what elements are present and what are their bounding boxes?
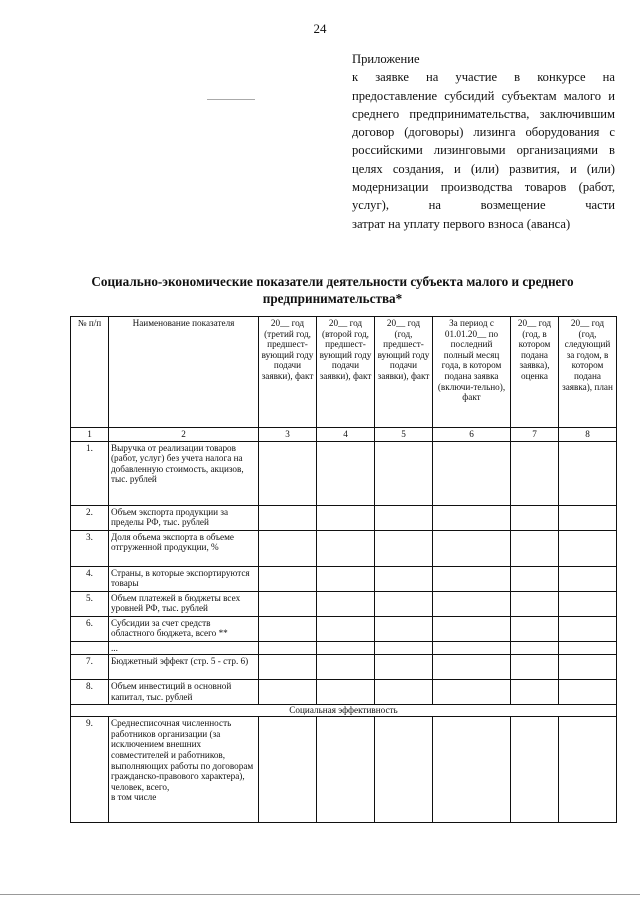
page-number: 24	[313, 21, 327, 36]
value-cell	[511, 717, 559, 823]
header-current-year: 20__ год (год, в котором подана заявка), оценка	[511, 317, 559, 428]
value-cell	[433, 717, 511, 823]
table-row	[71, 530, 617, 566]
table-row	[71, 641, 617, 655]
col-index: 1	[71, 428, 109, 442]
table-row	[71, 591, 617, 616]
value-cell	[511, 591, 559, 616]
value-cell	[259, 591, 317, 616]
value-cell	[511, 641, 559, 655]
header-name: Наименование показателя	[109, 317, 259, 428]
value-cell	[559, 717, 617, 823]
value-cell	[559, 441, 617, 505]
header-num: № п/п	[71, 317, 109, 428]
value-cell	[433, 530, 511, 566]
table-row	[71, 717, 617, 823]
header-row	[71, 317, 617, 428]
row-number: 4.	[71, 566, 109, 591]
value-cell	[317, 566, 375, 591]
col-index: 5	[375, 428, 433, 442]
col-index: 6	[433, 428, 511, 442]
value-cell	[375, 591, 433, 616]
section-label: Социальная эффективность	[71, 705, 617, 717]
col-index: 2	[109, 428, 259, 442]
header-next-year: 20__ год (год, следующий за годом, в котором подана заявка), план	[559, 317, 617, 428]
section-row	[71, 705, 617, 717]
value-cell	[433, 591, 511, 616]
value-cell	[259, 655, 317, 680]
row-number: 7.	[71, 655, 109, 680]
row-number: 3.	[71, 530, 109, 566]
value-cell	[259, 505, 317, 530]
value-cell	[317, 530, 375, 566]
row-indicator-name: Субсидии за счет средств областного бюджета, всего **	[109, 616, 259, 641]
value-cell	[511, 441, 559, 505]
table-row	[71, 566, 617, 591]
row-indicator-name: Объем экспорта продукции за пределы РФ, тыс. рублей	[109, 505, 259, 530]
value-cell	[433, 566, 511, 591]
col-index: 4	[317, 428, 375, 442]
row-number: 1.	[71, 441, 109, 505]
value-cell	[375, 566, 433, 591]
value-cell	[559, 530, 617, 566]
row-number: 6.	[71, 616, 109, 641]
value-cell	[511, 655, 559, 680]
value-cell	[259, 717, 317, 823]
value-cell	[317, 717, 375, 823]
value-cell	[375, 641, 433, 655]
col-index: 7	[511, 428, 559, 442]
annex-body: к заявке на участие в конкурсе на предоставление субсидий субъектам малого и среднего предпринимательства, заключившим договор (договоры) лизинга оборудования с российскими лизинговыми организациями в целях создания, и (или) развития, и (или) модернизации производства товаров (работ, услуг), на возмещение части	[352, 70, 615, 213]
value-cell	[317, 616, 375, 641]
header-period: За период с 01.01.20__ по последний полный месяц года, в котором подана заявка (включи-тельно), факт	[433, 317, 511, 428]
row-number: 2.	[71, 505, 109, 530]
annex-block	[352, 50, 615, 233]
value-cell	[317, 505, 375, 530]
value-cell	[375, 441, 433, 505]
row-indicator-name: Доля объема экспорта в объеме отгруженной продукции, %	[109, 530, 259, 566]
col-index: 8	[559, 428, 617, 442]
table-row	[71, 655, 617, 680]
value-cell	[259, 616, 317, 641]
scan-mark	[207, 99, 255, 100]
value-cell	[259, 530, 317, 566]
value-cell	[375, 680, 433, 705]
value-cell	[559, 641, 617, 655]
value-cell	[317, 680, 375, 705]
row-number: 5.	[71, 591, 109, 616]
value-cell	[375, 655, 433, 680]
value-cell	[317, 441, 375, 505]
value-cell	[259, 566, 317, 591]
header-year-2: 20__ год (второй год, предшест-вующий году подачи заявки), факт	[317, 317, 375, 428]
annex-last-line: затрат на уплату первого взноса (аванса)	[352, 216, 571, 231]
value-cell	[559, 680, 617, 705]
value-cell	[559, 505, 617, 530]
value-cell	[511, 616, 559, 641]
value-cell	[375, 505, 433, 530]
table-row	[71, 505, 617, 530]
header-year-1: 20__ год (год, предшест-вующий году подачи заявки), факт	[375, 317, 433, 428]
value-cell	[433, 680, 511, 705]
annex-title: Приложение	[352, 52, 420, 66]
row-indicator-name: Выручка от реализации товаров (работ, услуг) без учета налога на добавленную стоимость, акцизов, тыс. рублей	[109, 441, 259, 505]
value-cell	[511, 566, 559, 591]
value-cell	[511, 530, 559, 566]
value-cell	[559, 655, 617, 680]
value-cell	[259, 680, 317, 705]
row-indicator-name: ...	[109, 641, 259, 655]
value-cell	[375, 717, 433, 823]
col-index: 3	[259, 428, 317, 442]
row-number: 9.	[71, 717, 109, 823]
page-bottom-edge	[0, 894, 640, 895]
row-indicator-text: Среднесписочная численность работников организации (за исключением внешних совместителей и работников, выполняющих работы по договорам гражданско-правового характера), человек, всего,	[111, 718, 254, 792]
value-cell	[433, 505, 511, 530]
column-index-row	[71, 428, 617, 442]
value-cell	[433, 641, 511, 655]
value-cell	[259, 441, 317, 505]
table-row	[71, 616, 617, 641]
row-indicator-name	[109, 717, 259, 823]
row-indicator-name: Объем платежей в бюджеты всех уровней РФ, тыс. рублей	[109, 591, 259, 616]
header-year-3: 20__ год (третий год, предшест-вующий году подачи заявки), факт	[259, 317, 317, 428]
row-number	[71, 641, 109, 655]
row-indicator-name: Страны, в которые экспортируются товары	[109, 566, 259, 591]
indicators-table	[70, 316, 617, 823]
value-cell	[375, 530, 433, 566]
value-cell	[259, 641, 317, 655]
row-indicator-name: Объем инвестиций в основной капитал, тыс. рублей	[109, 680, 259, 705]
value-cell	[511, 505, 559, 530]
value-cell	[317, 655, 375, 680]
table-row	[71, 680, 617, 705]
row-indicator-name: Бюджетный эффект (стр. 5 - стр. 6)	[109, 655, 259, 680]
document-heading: Социально-экономические показатели деятельности субъекта малого и среднего предпринимательства*	[91, 274, 574, 306]
value-cell	[511, 680, 559, 705]
row-indicator-subtext: в том числе	[111, 792, 157, 803]
table-row	[71, 441, 617, 505]
value-cell	[317, 641, 375, 655]
value-cell	[559, 591, 617, 616]
value-cell	[559, 566, 617, 591]
value-cell	[317, 591, 375, 616]
row-number: 8.	[71, 680, 109, 705]
value-cell	[433, 441, 511, 505]
value-cell	[433, 616, 511, 641]
value-cell	[559, 616, 617, 641]
value-cell	[433, 655, 511, 680]
value-cell	[375, 616, 433, 641]
